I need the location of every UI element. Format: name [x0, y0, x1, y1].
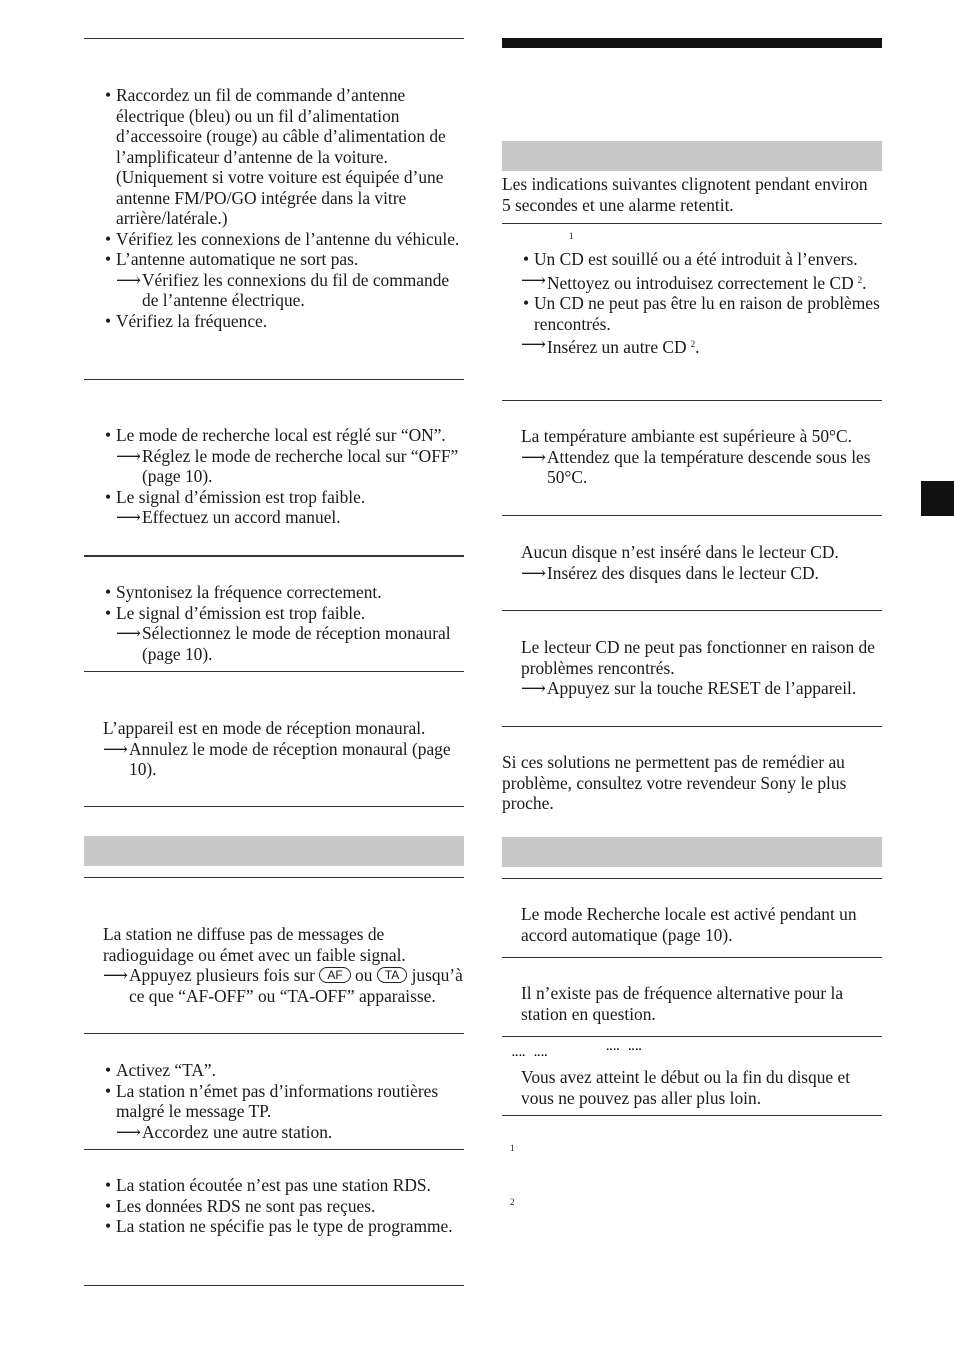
- text-line: La température ambiante est supérieure à 50°C.: [521, 426, 852, 446]
- remedy-item: ⟶ Nettoyez ou introduisez correctement le CD $^2$.: [521, 269, 867, 293]
- rds-ta-solutions: [103, 1060, 465, 1142]
- list-item: • Vérifiez les connexions de l’antenne du véhicule.: [103, 229, 465, 250]
- list-item: • Un CD ne peut pas être lu en raison de problèmes rencontrés.: [521, 293, 881, 334]
- remedy-item: ⟶ Effectuez un accord manuel.: [116, 507, 341, 527]
- list-item: • Activez “TA”.: [103, 1060, 465, 1081]
- section-header-band: [502, 837, 882, 867]
- arrow-icon: ⟶: [116, 1121, 141, 1142]
- error-cd-solutions: [521, 249, 881, 358]
- list-item: • Les données RDS ne sont pas reçues.: [103, 1196, 465, 1217]
- list-item: • L’antenne automatique ne sort pas.: [103, 249, 465, 270]
- error-intro: Les indications suivantes clignotent pendant environ 5 secondes et une alarme retentit.: [502, 174, 868, 215]
- divider: [502, 223, 882, 224]
- footnote-ref: 2: [857, 274, 863, 285]
- divider: [502, 1036, 882, 1037]
- list-item: • Raccordez un fil de commande d’antenne électrique (bleu) ou un fil d’alimentation d’accessoire (rouge) au câble d’alimentation de l’amplificateur d’antenne de la voiture. (Uniquement si votre voiture est équipée d’une antenne FM/PO/GO intégrée dans la vitre arrière/latérale.): [103, 85, 465, 229]
- divider: [84, 1033, 464, 1034]
- rds-traffic-remedy: ⟶ Appuyez plusieurs fois sur AF ou TA jusqu’à ce que “AF-OFF” ou “TA-OFF” apparaisse.: [103, 965, 463, 1006]
- list-item: • La station ne spécifie pas le type de programme.: [103, 1216, 465, 1237]
- remedy-item: ⟶ Appuyez sur la touche RESET de l’appareil.: [521, 678, 857, 698]
- arrow-icon: ⟶: [116, 623, 141, 643]
- divider: [84, 671, 464, 672]
- list-item: • Un CD est souillé ou a été introduit à l’envers.: [521, 249, 881, 270]
- arrow-icon: ⟶: [116, 445, 141, 466]
- remedy-item: ⟶ Insérez des disques dans le lecteur CD.: [521, 562, 819, 583]
- static-solutions: [103, 582, 465, 664]
- arrow-icon: ⟶: [521, 678, 546, 698]
- footnote-mark: 1: [510, 1143, 515, 1153]
- arrow-icon: ⟶: [521, 562, 546, 583]
- af-button[interactable]: AF: [319, 967, 350, 983]
- list-item: • La station écoutée n’est pas une station RDS.: [103, 1175, 465, 1196]
- divider: [502, 957, 882, 958]
- arrow-icon: ⟶: [103, 965, 128, 985]
- message-local-seek: Le mode Recherche locale est activé pendant un accord automatique (page 10).: [521, 904, 857, 945]
- divider: [84, 1149, 464, 1150]
- remedy-item: ⟶ Insérez un autre CD $^2$.: [521, 334, 700, 357]
- lcd-symbol: ⠉⠉: [627, 1047, 642, 1060]
- divider: [84, 877, 464, 878]
- arrow-icon: ⟶: [521, 269, 546, 290]
- error-reset-solutions: [521, 637, 881, 699]
- list-item: • Le mode de recherche local est réglé sur “ON”.: [103, 425, 465, 446]
- section-tab: [921, 481, 954, 516]
- divider: [84, 806, 464, 807]
- seek-solutions: [103, 425, 465, 528]
- remedy-item: ⟶ Vérifiez les connexions du fil de commande de l’antenne électrique.: [116, 269, 450, 310]
- error-nodisc-solutions: [521, 542, 881, 583]
- divider: [84, 1285, 464, 1286]
- remedy-item: ⟶ Accordez une autre station.: [116, 1121, 333, 1142]
- rds-pty-solutions: [103, 1175, 465, 1237]
- rds-traffic-cause: La station ne diffuse pas de messages de radioguidage ou émet avec un faible signal.: [103, 924, 406, 965]
- arrow-icon: ⟶: [103, 738, 128, 759]
- divider: [84, 38, 464, 39]
- arrow-icon: ⟶: [116, 269, 141, 290]
- divider: [502, 1115, 882, 1116]
- footnote-mark: 2: [510, 1197, 515, 1207]
- divider: [502, 726, 882, 727]
- divider: [84, 379, 464, 380]
- lcd-symbol: ⠤⠤: [511, 1047, 526, 1060]
- divider: [502, 610, 882, 611]
- text-line: Le lecteur CD ne peut pas fonctionner en raison de problèmes rencontrés.: [521, 637, 875, 678]
- list-item: • Syntonisez la fréquence correctement.: [103, 582, 465, 603]
- text-line: L’appareil est en mode de réception monaural.: [103, 718, 426, 738]
- footnote-mark: 1: [569, 231, 574, 241]
- remedy-item: ⟶ Sélectionnez le mode de réception monaural (page 10).: [116, 623, 451, 664]
- rds-traffic-solution: [103, 924, 465, 1006]
- lcd-symbol: ⠉⠉: [605, 1047, 620, 1060]
- list-item: • Le signal d’émission est trop faible.: [103, 487, 465, 508]
- footnote-ref: 2: [690, 339, 696, 349]
- arrow-icon: ⟶: [521, 446, 546, 467]
- lcd-indicator: [511, 1047, 650, 1060]
- divider: [502, 515, 882, 516]
- message-no-af: Il n’existe pas de fréquence alternative pour la station en question.: [521, 983, 844, 1024]
- ta-button[interactable]: TA: [377, 967, 407, 983]
- section-header-band: [84, 836, 464, 866]
- divider: [502, 400, 882, 401]
- text-line: Aucun disque n’est inséré dans le lecteur CD.: [521, 542, 839, 562]
- remedy-item: ⟶ Réglez le mode de recherche local sur “OFF” (page 10).: [116, 445, 459, 486]
- header-bar: [502, 38, 882, 48]
- list-item: • Vérifiez la fréquence.: [103, 311, 465, 332]
- remedy-item: ⟶ Annulez le mode de réception monaural (page 10).: [103, 738, 451, 779]
- list-item: • La station n’émet pas d’informations routières malgré le message TP.: [103, 1081, 465, 1122]
- section-header-band: [502, 141, 882, 171]
- arrow-icon: ⟶: [521, 334, 546, 354]
- divider: [502, 878, 882, 879]
- arrow-icon: ⟶: [116, 507, 141, 527]
- lcd-symbol: ⠤⠤: [533, 1047, 548, 1060]
- closing-note: Si ces solutions ne permettent pas de remédier au problème, consultez votre revendeur Sony le plus proche.: [502, 752, 847, 813]
- stereo-solutions: [103, 718, 465, 780]
- divider: [84, 555, 464, 557]
- error-heat-solutions: [521, 426, 881, 488]
- message-disc-limit: Vous avez atteint le début ou la fin du disque et vous ne pouvez pas aller plus loin.: [521, 1067, 851, 1108]
- antenna-solutions: [103, 85, 465, 331]
- list-item: • Le signal d’émission est trop faible.: [103, 603, 465, 624]
- remedy-item: ⟶ Attendez que la température descende sous les 50°C.: [521, 446, 871, 487]
